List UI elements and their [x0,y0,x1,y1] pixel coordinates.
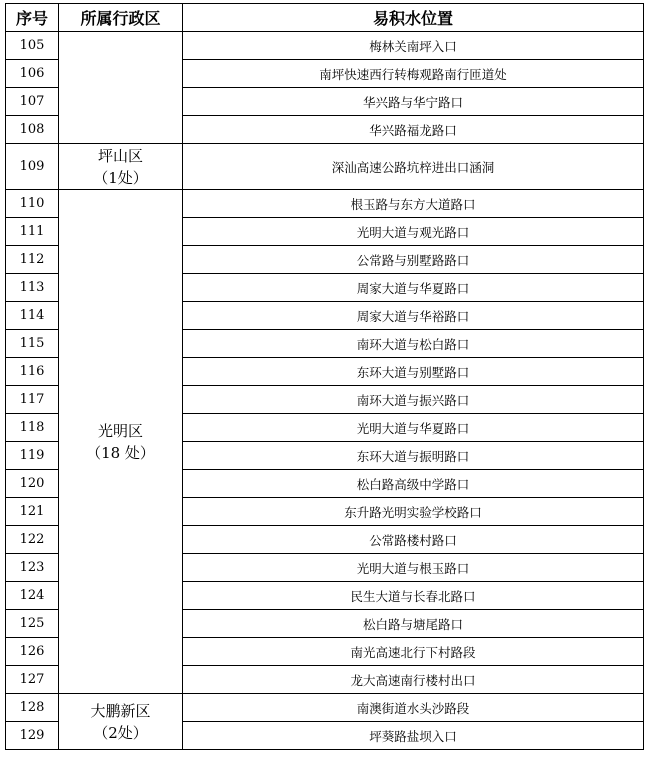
table-body [6,32,644,750]
table-header-row [6,4,644,32]
district-cell [59,32,183,144]
serial-number-cell: 127 [6,666,59,694]
location-cell: 龙大高速南行楼村出口 [183,666,644,694]
serial-number-cell: 126 [6,638,59,666]
table-row [6,144,644,190]
location-cell: 东环大道与别墅路口 [183,358,644,386]
serial-number-cell: 121 [6,498,59,526]
serial-number-cell: 110 [6,190,59,218]
serial-number-cell: 106 [6,60,59,88]
location-cell: 松白路与塘尾路口 [183,610,644,638]
location-cell: 松白路高级中学路口 [183,470,644,498]
location-cell: 东环大道与振明路口 [183,442,644,470]
location-cell: 深汕高速公路坑梓进出口涵洞 [183,144,644,190]
serial-number-cell: 105 [6,32,59,60]
location-cell: 南环大道与振兴路口 [183,386,644,414]
location-cell: 周家大道与华裕路口 [183,302,644,330]
serial-number-cell: 122 [6,526,59,554]
location-cell: 南坪快速西行转梅观路南行匝道处 [183,60,644,88]
serial-number-cell: 109 [6,144,59,190]
location-cell: 南光高速北行下村路段 [183,638,644,666]
table-row [6,694,644,722]
location-cell: 根玉路与东方大道路口 [183,190,644,218]
location-cell: 公常路与别墅路路口 [183,246,644,274]
table-row [6,190,644,218]
district-cell [59,694,183,750]
location-cell: 华兴路福龙路口 [183,116,644,144]
serial-number-cell: 112 [6,246,59,274]
serial-number-cell: 113 [6,274,59,302]
waterlogging-location-table [5,3,644,750]
waterlogging-table-container [5,3,644,750]
location-cell: 南澳街道水头沙路段 [183,694,644,722]
district-count: （1处） [93,168,148,187]
serial-number-cell: 108 [6,116,59,144]
location-cell: 光明大道与华夏路口 [183,414,644,442]
district-count: （2处） [93,723,148,742]
serial-number-cell: 114 [6,302,59,330]
district-count: （18 处） [86,443,155,462]
location-cell: 光明大道与观光路口 [183,218,644,246]
serial-number-cell: 129 [6,722,59,750]
location-cell: 坪葵路盐坝入口 [183,722,644,750]
serial-number-cell: 123 [6,554,59,582]
location-cell: 华兴路与华宁路口 [183,88,644,116]
location-cell: 东升路光明实验学校路口 [183,498,644,526]
header-district: 所属行政区 [59,4,183,32]
serial-number-cell: 107 [6,88,59,116]
header-serial-number: 序号 [6,4,59,32]
serial-number-cell: 111 [6,218,59,246]
district-name: 光明区 [97,421,143,440]
serial-number-cell: 115 [6,330,59,358]
serial-number-cell: 119 [6,442,59,470]
location-cell: 公常路楼村路口 [183,526,644,554]
location-cell: 南环大道与松白路口 [183,330,644,358]
location-cell: 民生大道与长春北路口 [183,582,644,610]
serial-number-cell: 128 [6,694,59,722]
table-row [6,32,644,60]
serial-number-cell: 124 [6,582,59,610]
district-cell [59,144,183,190]
district-name: 大鹏新区 [90,701,151,720]
serial-number-cell: 117 [6,386,59,414]
serial-number-cell: 125 [6,610,59,638]
serial-number-cell: 118 [6,414,59,442]
serial-number-cell: 116 [6,358,59,386]
header-location: 易积水位置 [183,4,644,32]
district-name: 坪山区 [97,146,143,165]
location-cell: 周家大道与华夏路口 [183,274,644,302]
serial-number-cell: 120 [6,470,59,498]
location-cell: 梅林关南坪入口 [183,32,644,60]
district-cell [59,190,183,694]
location-cell: 光明大道与根玉路口 [183,554,644,582]
